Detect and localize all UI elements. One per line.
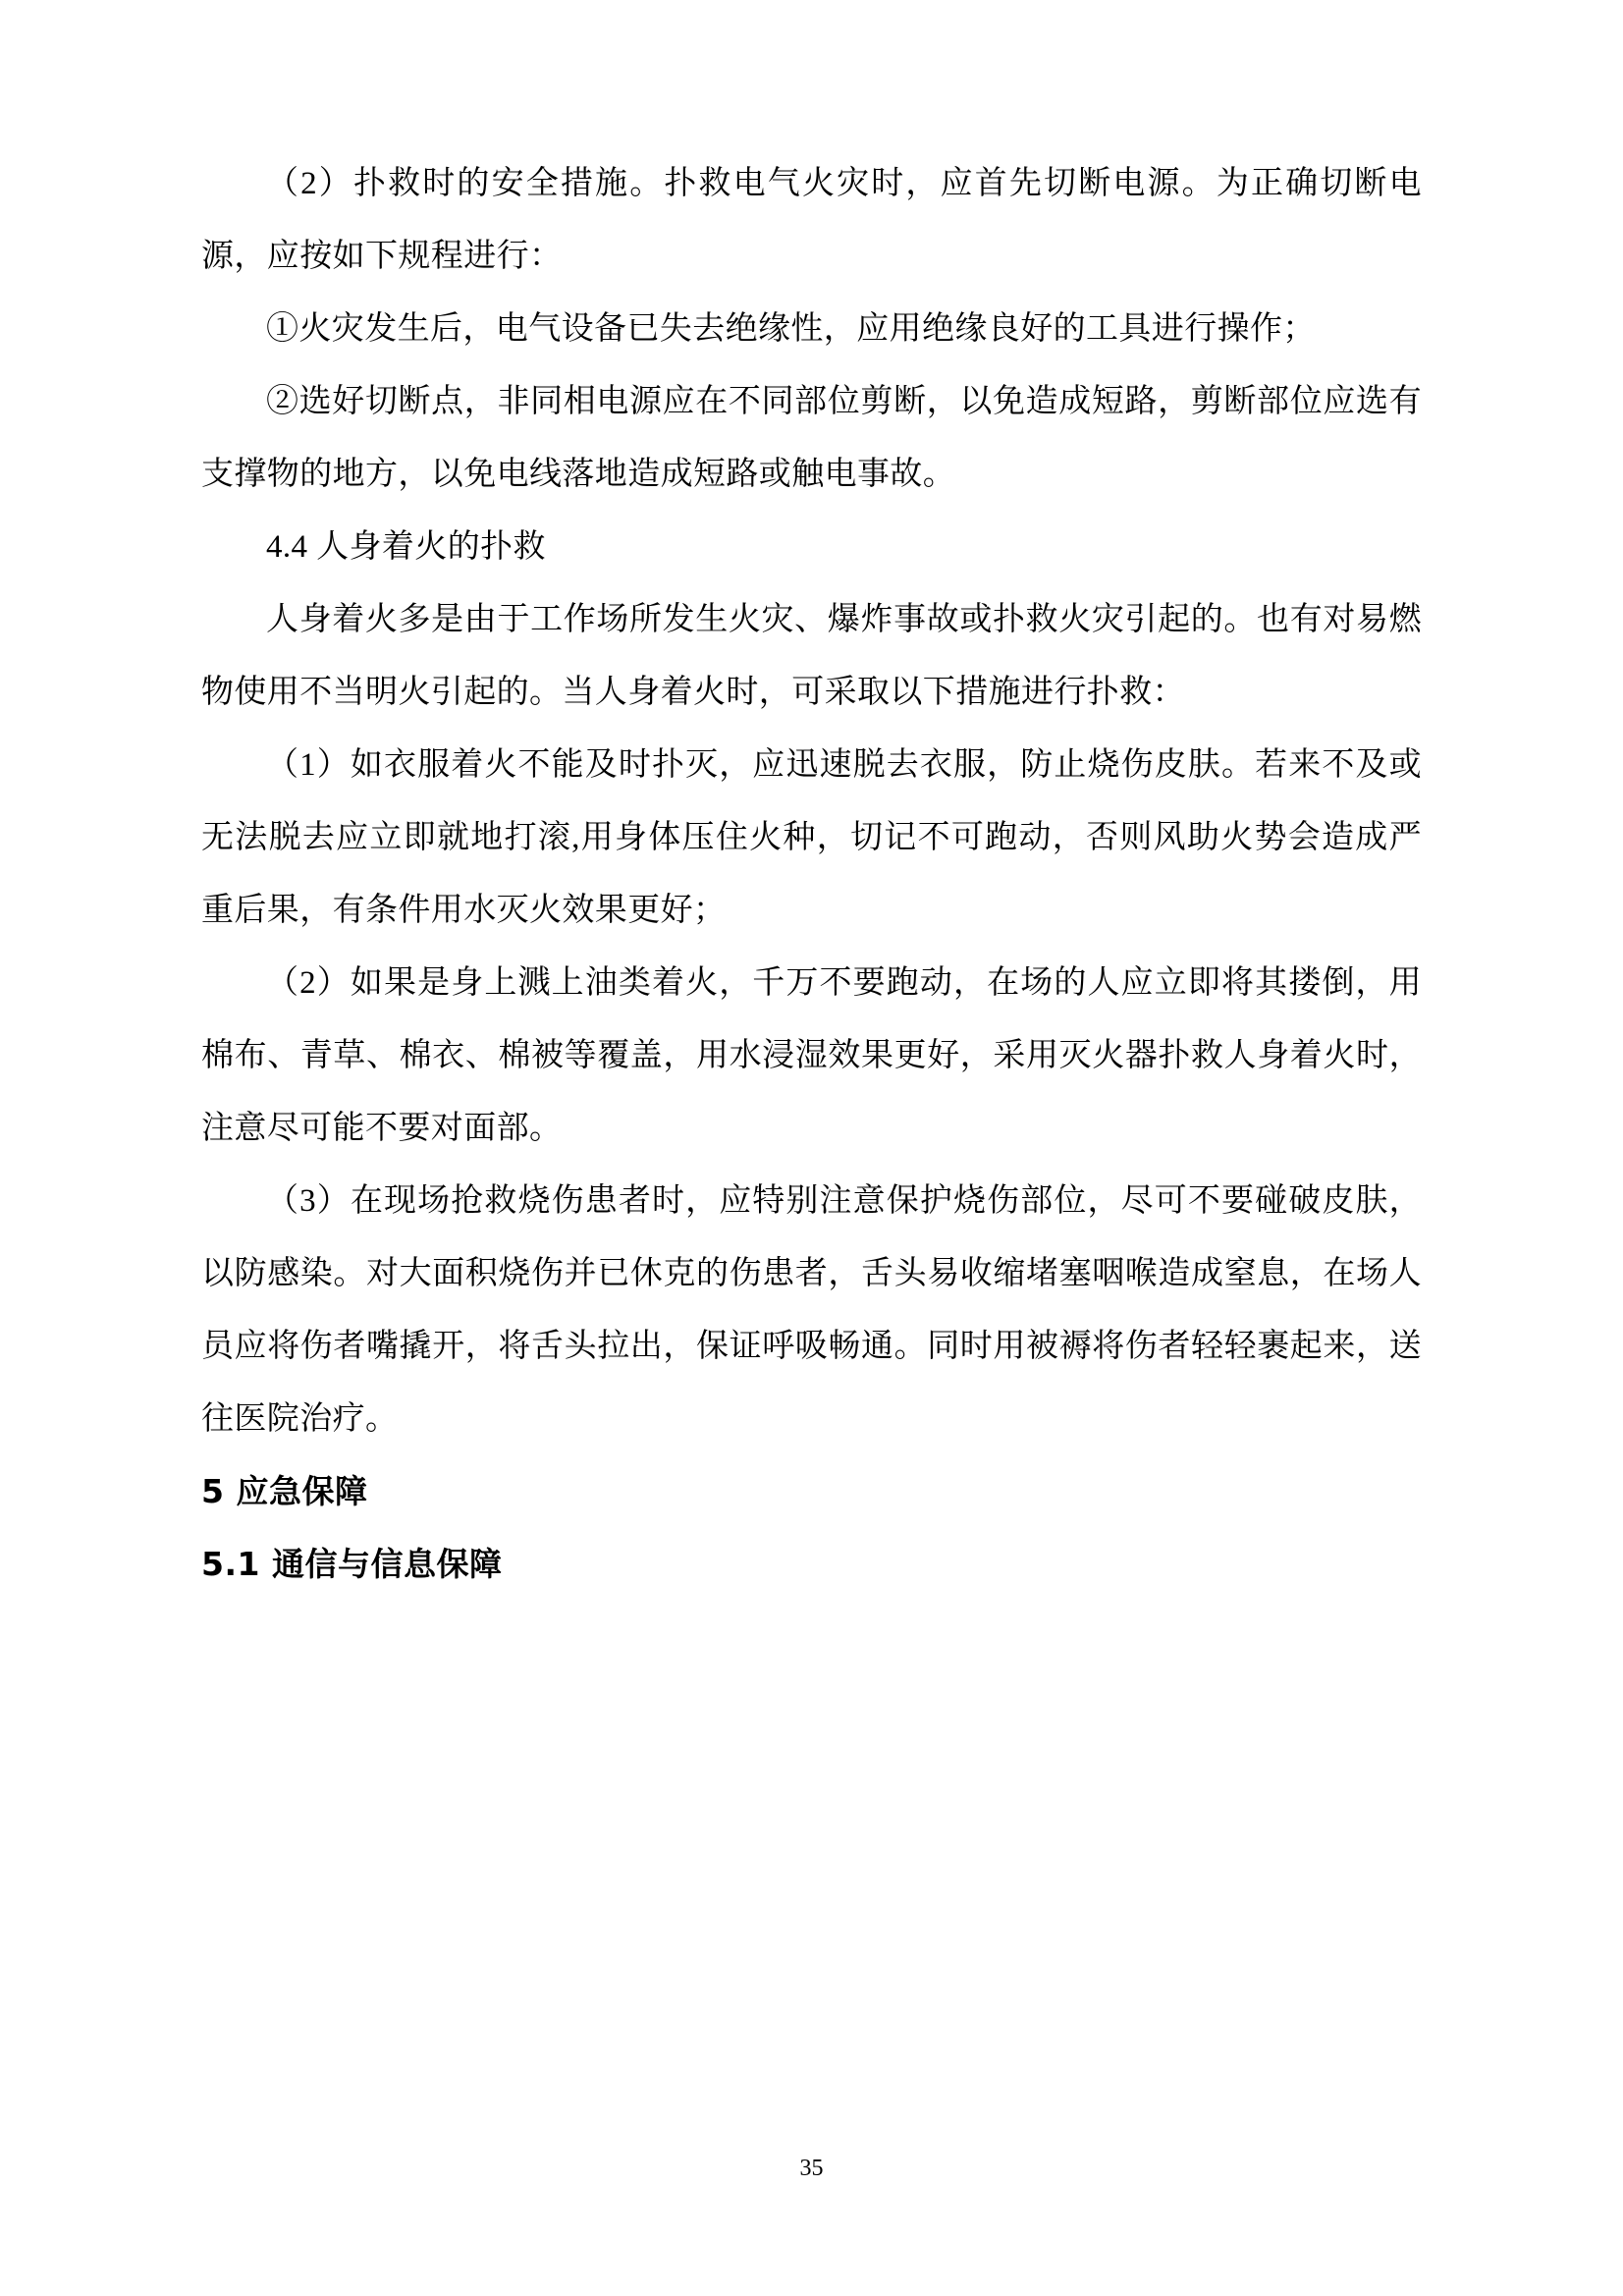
paragraph-measure-1: （1）如衣服着火不能及时扑灭，应迅速脱去衣服，防止烧伤皮肤。若来不及或无法脱去应立即就地打滚,用身体压住火种，切记不可跑动，否则风助火势会造成严重后果，有条件用水灭火效果更好；: [201, 747, 1422, 928]
paragraph-measure-3: （3）在现场抢救烧伤患者时，应特别注意保护烧伤部位，尽可不要碰破皮肤，以防感染。对大面积烧伤并已休克的伤患者，舌头易收缩堵塞咽喉造成窒息，在场人员应将伤者嘴撬开，将舌头拉出，保证呼吸畅通。同时用被褥将伤者轻轻裹起来，送往医院治疗。: [201, 1183, 1422, 1437]
heading-section-5-1: 5.1 通信与信息保障: [201, 1545, 503, 1583]
heading-section-5: 5 应急保障: [201, 1472, 368, 1510]
paragraph-measure-2: （2）如果是身上溅上油类着火，千万不要跑动，在场的人应立即将其搂倒，用棉布、青草、棉衣、棉被等覆盖，用水浸湿效果更好，采用灭火器扑救人身着火时，注意尽可能不要对面部。: [201, 965, 1422, 1146]
paragraph-person-on-fire-intro: 人身着火多是由于工作场所发生火灾、爆炸事故或扑救火灾引起的。也有对易燃物使用不当明火引起的。当人身着火时，可采取以下措施进行扑救：: [201, 602, 1422, 710]
paragraph-safety-measures: （2）扑救时的安全措施。扑救电气火灾时，应首先切断电源。为正确切断电源，应按如下规程进行：: [201, 166, 1422, 274]
section-heading-4-4: 4.4 人身着火的扑救: [266, 529, 546, 565]
paragraph-item-1: ①火灾发生后，电气设备已失去绝缘性，应用绝缘良好的工具进行操作；: [266, 311, 1316, 347]
page-number: 35: [799, 2156, 824, 2181]
paragraph-item-2: ②选好切断点，非同相电源应在不同部位剪断，以免造成短路，剪断部位应选有支撑物的地方，以免电线落地造成短路或触电事故。: [201, 384, 1422, 492]
